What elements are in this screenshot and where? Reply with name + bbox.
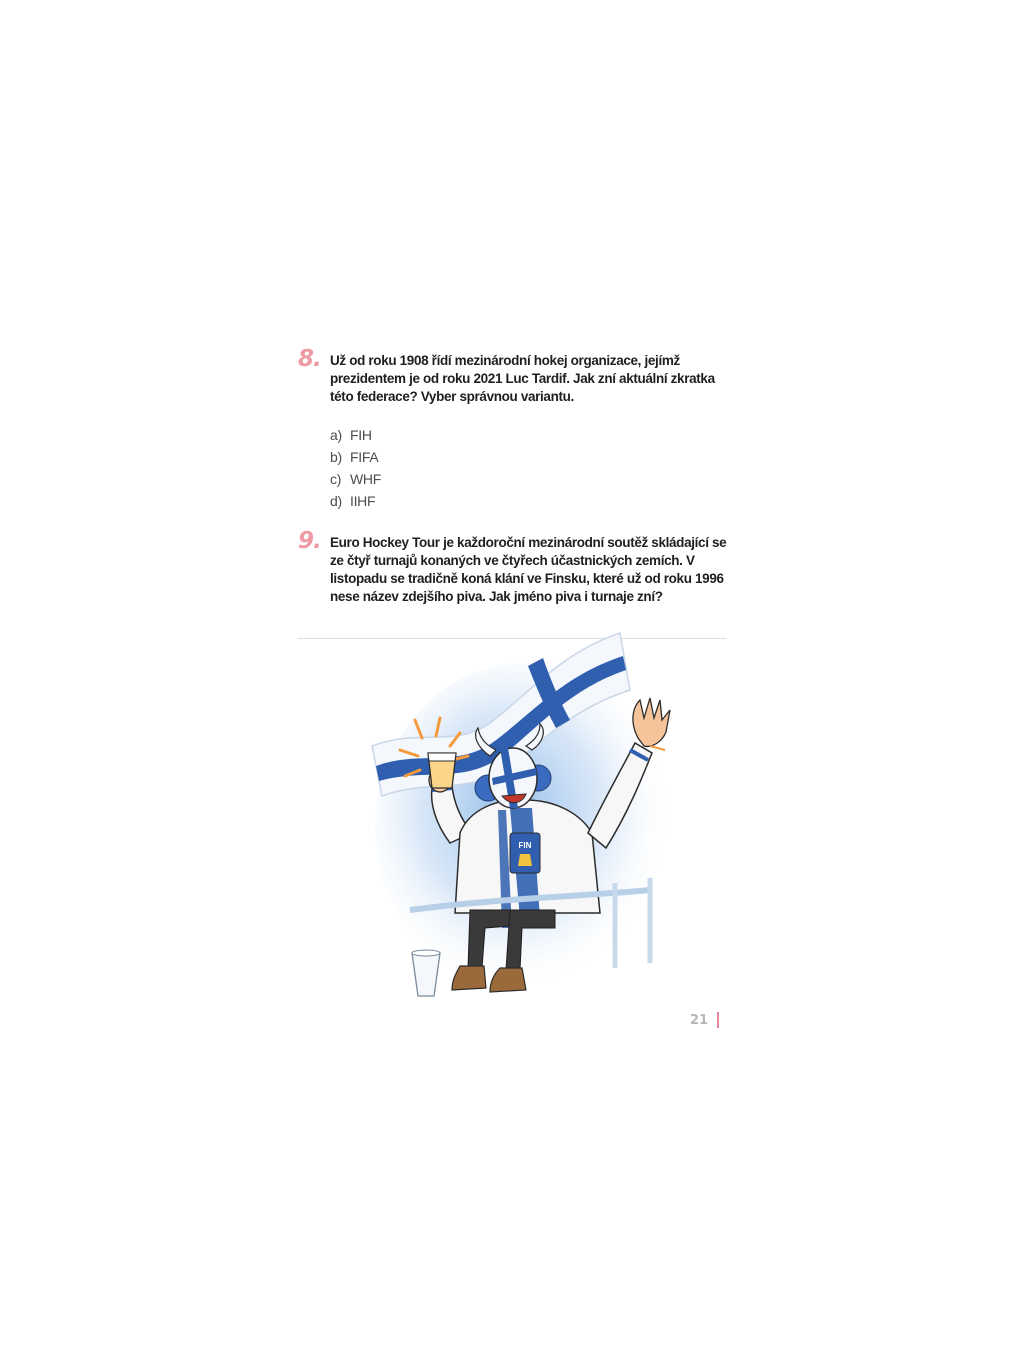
answer-option-c[interactable] — [330, 468, 728, 490]
jersey-text: FIN — [518, 841, 532, 850]
question-number: 9. — [298, 528, 321, 554]
question-text: Už od roku 1908 řídí mezinárodní hokej organizace, jejímž prezidentem je od roku 2021 Luc Tardif. Jak zní aktuální zkratka této federace? Vyber správnou variantu. — [330, 353, 715, 404]
option-letter: c) — [330, 471, 342, 487]
option-label: IIHF — [350, 493, 376, 509]
question-9 — [298, 528, 728, 606]
page-footer — [690, 1010, 719, 1030]
option-letter: a) — [330, 427, 342, 443]
option-letter: b) — [330, 449, 342, 465]
answer-options — [330, 424, 728, 512]
question-text: Euro Hockey Tour je každoroční mezinárodní soutěž skládající se ze čtyř turnajů konaných ve čtyřech účastnických zemích. V listopadu se tradičně koná klání ve Finsku, které už od roku 1996 nese název zdejšího piva. Jak jméno piva i turnaje zní? — [330, 535, 727, 604]
question-number: 8. — [298, 346, 321, 372]
hockey-fan-illustration — [360, 628, 690, 1003]
beer-cup-raised — [428, 753, 456, 788]
answer-option-a[interactable] — [330, 424, 728, 446]
option-label: FIH — [350, 427, 372, 443]
answer-option-d[interactable] — [330, 490, 728, 512]
page-number: 21 — [690, 1012, 709, 1028]
option-letter: d) — [330, 493, 342, 509]
option-label: WHF — [350, 471, 381, 487]
empty-cup — [412, 950, 440, 996]
question-8 — [298, 346, 728, 512]
option-label: FIFA — [350, 449, 379, 465]
answer-option-b[interactable] — [330, 446, 728, 468]
page-number-bar — [717, 1012, 719, 1028]
